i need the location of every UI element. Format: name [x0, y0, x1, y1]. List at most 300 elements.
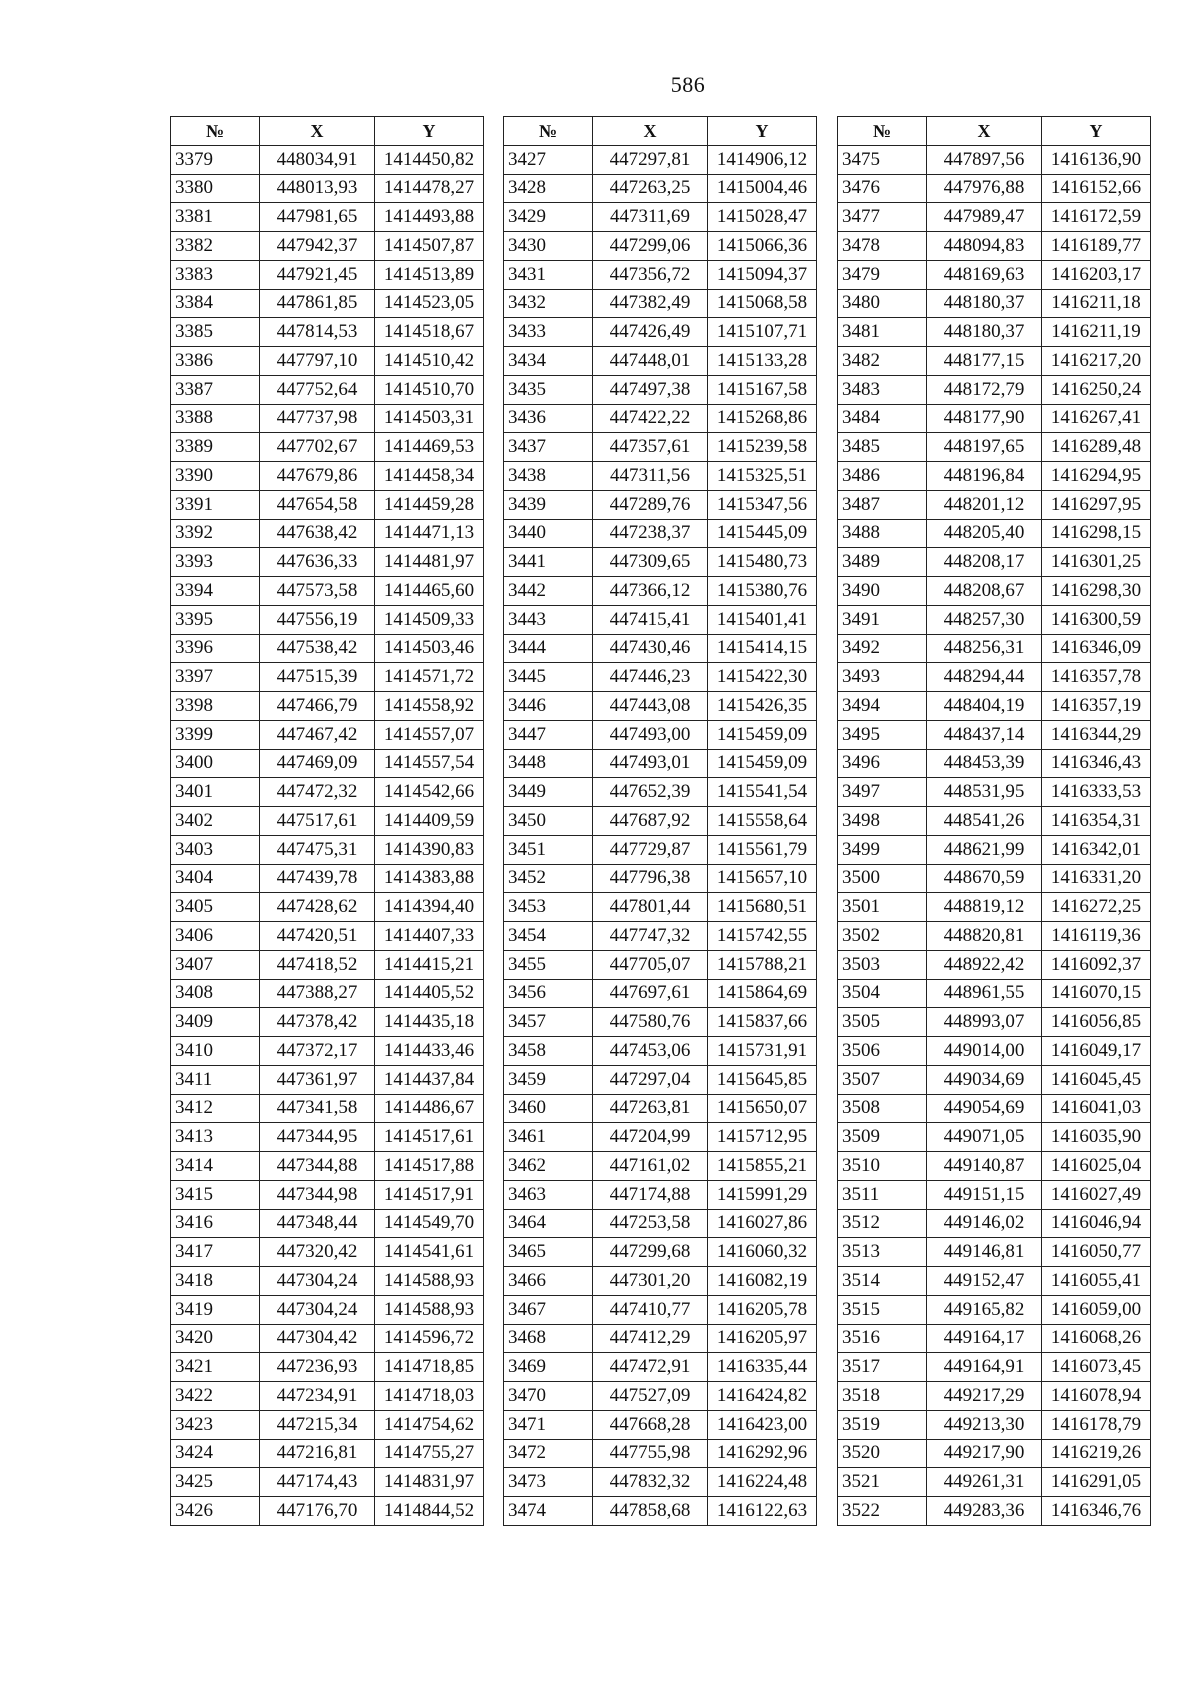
point-number-cell: 3416	[171, 1209, 260, 1238]
table-row	[171, 605, 484, 634]
point-number-cell: 3421	[171, 1353, 260, 1382]
point-number-cell: 3420	[171, 1324, 260, 1353]
y-coordinate-cell: 1416298,15	[1042, 519, 1151, 548]
y-coordinate-cell: 1415459,09	[708, 720, 817, 749]
x-coordinate-cell: 448180,37	[927, 289, 1042, 318]
y-coordinate-cell: 1414435,18	[375, 1008, 484, 1037]
table-row	[171, 577, 484, 606]
x-coordinate-cell: 447687,92	[593, 807, 708, 836]
point-number-cell: 3449	[504, 778, 593, 807]
x-coordinate-cell: 448531,95	[927, 778, 1042, 807]
table-row	[504, 605, 817, 634]
x-coordinate-cell: 447388,27	[260, 979, 375, 1008]
y-coordinate-cell: 1415028,47	[708, 203, 817, 232]
table-row	[504, 1065, 817, 1094]
x-coordinate-cell: 447299,68	[593, 1238, 708, 1267]
y-coordinate-cell: 1414755,27	[375, 1439, 484, 1468]
x-coordinate-cell: 448820,81	[927, 922, 1042, 951]
x-coordinate-cell: 448205,40	[927, 519, 1042, 548]
x-coordinate-cell: 447378,42	[260, 1008, 375, 1037]
point-number-cell: 3442	[504, 577, 593, 606]
x-coordinate-cell: 448294,44	[927, 663, 1042, 692]
y-coordinate-cell: 1416203,17	[1042, 260, 1151, 289]
x-coordinate-cell: 447428,62	[260, 893, 375, 922]
x-coordinate-cell: 447832,32	[593, 1468, 708, 1497]
table-row	[171, 548, 484, 577]
point-number-cell: 3516	[838, 1324, 927, 1353]
y-coordinate-cell: 1416025,04	[1042, 1152, 1151, 1181]
y-coordinate-cell: 1414471,13	[375, 519, 484, 548]
x-coordinate-cell: 447299,06	[593, 232, 708, 261]
table-row	[504, 1037, 817, 1066]
y-coordinate-cell: 1414503,31	[375, 404, 484, 433]
x-coordinate-cell: 447174,88	[593, 1180, 708, 1209]
x-coordinate-cell: 448453,39	[927, 749, 1042, 778]
point-number-cell: 3444	[504, 634, 593, 663]
x-coordinate-cell: 447357,61	[593, 433, 708, 462]
table-row	[504, 720, 817, 749]
point-number-cell: 3407	[171, 950, 260, 979]
x-coordinate-cell: 449217,29	[927, 1382, 1042, 1411]
table-row	[171, 347, 484, 376]
point-number-cell: 3425	[171, 1468, 260, 1497]
point-number-cell: 3508	[838, 1094, 927, 1123]
y-coordinate-cell: 1415864,69	[708, 979, 817, 1008]
point-number-cell: 3394	[171, 577, 260, 606]
y-coordinate-cell: 1414831,97	[375, 1468, 484, 1497]
point-number-cell: 3398	[171, 692, 260, 721]
table-row	[838, 1295, 1151, 1324]
point-number-cell: 3488	[838, 519, 927, 548]
table-row	[171, 145, 484, 174]
table-row	[504, 260, 817, 289]
table-row	[171, 232, 484, 261]
x-coordinate-cell: 447382,49	[593, 289, 708, 318]
x-coordinate-cell: 447475,31	[260, 835, 375, 864]
x-coordinate-cell: 447469,09	[260, 749, 375, 778]
point-number-cell: 3486	[838, 462, 927, 491]
table-row	[838, 548, 1151, 577]
y-coordinate-cell: 1415380,76	[708, 577, 817, 606]
table-row	[171, 893, 484, 922]
point-number-cell: 3519	[838, 1410, 927, 1439]
y-coordinate-cell: 1416354,31	[1042, 807, 1151, 836]
table-row	[838, 260, 1151, 289]
table-row	[838, 433, 1151, 462]
y-coordinate-cell: 1415541,54	[708, 778, 817, 807]
x-coordinate-cell: 447234,91	[260, 1382, 375, 1411]
x-coordinate-cell: 447448,01	[593, 347, 708, 376]
point-number-cell: 3493	[838, 663, 927, 692]
y-coordinate-cell: 1415855,21	[708, 1152, 817, 1181]
table-row	[838, 404, 1151, 433]
point-number-cell: 3440	[504, 519, 593, 548]
table-row	[171, 1439, 484, 1468]
point-number-cell: 3384	[171, 289, 260, 318]
x-coordinate-cell: 447453,06	[593, 1037, 708, 1066]
x-coordinate-cell: 447304,42	[260, 1324, 375, 1353]
table-row	[504, 318, 817, 347]
x-coordinate-cell: 447472,32	[260, 778, 375, 807]
x-coordinate-cell: 447668,28	[593, 1410, 708, 1439]
y-coordinate-cell: 1414558,92	[375, 692, 484, 721]
y-coordinate-cell: 1416357,19	[1042, 692, 1151, 721]
x-coordinate-cell: 448196,84	[927, 462, 1042, 491]
y-coordinate-cell: 1416136,90	[1042, 145, 1151, 174]
table-row	[504, 835, 817, 864]
x-coordinate-cell: 448169,63	[927, 260, 1042, 289]
x-coordinate-cell: 447430,46	[593, 634, 708, 663]
point-number-cell: 3467	[504, 1295, 593, 1324]
y-coordinate-cell: 1414517,88	[375, 1152, 484, 1181]
y-coordinate-cell: 1414405,52	[375, 979, 484, 1008]
table-row	[838, 807, 1151, 836]
point-number-cell: 3388	[171, 404, 260, 433]
point-number-cell: 3462	[504, 1152, 593, 1181]
point-number-cell: 3477	[838, 203, 927, 232]
table-row	[504, 519, 817, 548]
y-coordinate-cell: 1415268,86	[708, 404, 817, 433]
point-number-cell: 3509	[838, 1123, 927, 1152]
table-row	[171, 519, 484, 548]
point-number-cell: 3481	[838, 318, 927, 347]
table-row	[171, 1267, 484, 1296]
table-row	[171, 634, 484, 663]
table-row	[171, 1209, 484, 1238]
table-row	[504, 749, 817, 778]
x-coordinate-cell: 447801,44	[593, 893, 708, 922]
y-coordinate-cell: 1414407,33	[375, 922, 484, 951]
table-row	[838, 720, 1151, 749]
x-coordinate-cell: 447356,72	[593, 260, 708, 289]
point-number-cell: 3433	[504, 318, 593, 347]
y-coordinate-cell: 1415167,58	[708, 375, 817, 404]
y-coordinate-cell: 1416050,77	[1042, 1238, 1151, 1267]
x-coordinate-cell: 449283,36	[927, 1497, 1042, 1526]
point-number-cell: 3490	[838, 577, 927, 606]
header-num: №	[838, 117, 927, 146]
x-coordinate-cell: 447309,65	[593, 548, 708, 577]
table-row	[504, 692, 817, 721]
y-coordinate-cell: 1416027,86	[708, 1209, 817, 1238]
x-coordinate-cell: 447636,33	[260, 548, 375, 577]
y-coordinate-cell: 1416078,94	[1042, 1382, 1151, 1411]
y-coordinate-cell: 1414437,84	[375, 1065, 484, 1094]
y-coordinate-cell: 1414507,87	[375, 232, 484, 261]
table-row	[838, 922, 1151, 951]
table-row	[838, 605, 1151, 634]
point-number-cell: 3379	[171, 145, 260, 174]
y-coordinate-cell: 1416059,00	[1042, 1295, 1151, 1324]
table-row	[838, 577, 1151, 606]
table-row	[504, 807, 817, 836]
y-coordinate-cell: 1416217,20	[1042, 347, 1151, 376]
table-row	[171, 692, 484, 721]
y-coordinate-cell: 1416297,95	[1042, 490, 1151, 519]
x-coordinate-cell: 447493,00	[593, 720, 708, 749]
x-coordinate-cell: 448197,65	[927, 433, 1042, 462]
x-coordinate-cell: 448922,42	[927, 950, 1042, 979]
y-coordinate-cell: 1416082,19	[708, 1267, 817, 1296]
point-number-cell: 3387	[171, 375, 260, 404]
y-coordinate-cell: 1414493,88	[375, 203, 484, 232]
x-coordinate-cell: 447311,56	[593, 462, 708, 491]
x-coordinate-cell: 447344,88	[260, 1152, 375, 1181]
table-row	[504, 778, 817, 807]
point-number-cell: 3441	[504, 548, 593, 577]
y-coordinate-cell: 1414517,61	[375, 1123, 484, 1152]
table-row	[504, 1295, 817, 1324]
x-coordinate-cell: 447236,93	[260, 1353, 375, 1382]
x-coordinate-cell: 447253,58	[593, 1209, 708, 1238]
point-number-cell: 3395	[171, 605, 260, 634]
point-number-cell: 3507	[838, 1065, 927, 1094]
y-coordinate-cell: 1415445,09	[708, 519, 817, 548]
point-number-cell: 3474	[504, 1497, 593, 1526]
x-coordinate-cell: 447320,42	[260, 1238, 375, 1267]
table-row	[504, 1410, 817, 1439]
point-number-cell: 3520	[838, 1439, 927, 1468]
x-coordinate-cell: 447517,61	[260, 807, 375, 836]
y-coordinate-cell: 1415991,29	[708, 1180, 817, 1209]
y-coordinate-cell: 1414465,60	[375, 577, 484, 606]
table-row	[838, 1008, 1151, 1037]
table-row	[504, 634, 817, 663]
x-coordinate-cell: 447304,24	[260, 1267, 375, 1296]
x-coordinate-cell: 448961,55	[927, 979, 1042, 1008]
x-coordinate-cell: 447467,42	[260, 720, 375, 749]
header-num: №	[171, 117, 260, 146]
x-coordinate-cell: 447981,65	[260, 203, 375, 232]
table-row	[838, 232, 1151, 261]
y-coordinate-cell: 1414557,54	[375, 749, 484, 778]
header-y: Y	[708, 117, 817, 146]
table-row	[838, 462, 1151, 491]
y-coordinate-cell: 1416224,48	[708, 1468, 817, 1497]
table-row	[171, 260, 484, 289]
table-row	[838, 347, 1151, 376]
point-number-cell: 3491	[838, 605, 927, 634]
table-row	[171, 807, 484, 836]
point-number-cell: 3418	[171, 1267, 260, 1296]
point-number-cell: 3397	[171, 663, 260, 692]
point-number-cell: 3443	[504, 605, 593, 634]
y-coordinate-cell: 1414481,97	[375, 548, 484, 577]
y-coordinate-cell: 1414503,46	[375, 634, 484, 663]
table-row	[171, 720, 484, 749]
point-number-cell: 3404	[171, 864, 260, 893]
point-number-cell: 3489	[838, 548, 927, 577]
y-coordinate-cell: 1415837,66	[708, 1008, 817, 1037]
table-row	[838, 1382, 1151, 1411]
y-coordinate-cell: 1414517,91	[375, 1180, 484, 1209]
table-row	[838, 1065, 1151, 1094]
point-number-cell: 3451	[504, 835, 593, 864]
y-coordinate-cell: 1414433,46	[375, 1037, 484, 1066]
table-row	[504, 1180, 817, 1209]
y-coordinate-cell: 1415650,07	[708, 1094, 817, 1123]
table-row	[171, 1180, 484, 1209]
y-coordinate-cell: 1416092,37	[1042, 950, 1151, 979]
x-coordinate-cell: 447752,64	[260, 375, 375, 404]
table-row	[171, 1295, 484, 1324]
y-coordinate-cell: 1416122,63	[708, 1497, 817, 1526]
table-row	[171, 404, 484, 433]
y-coordinate-cell: 1416152,66	[1042, 174, 1151, 203]
table-row	[838, 289, 1151, 318]
x-coordinate-cell: 449146,02	[927, 1209, 1042, 1238]
y-coordinate-cell: 1415401,41	[708, 605, 817, 634]
x-coordinate-cell: 447263,81	[593, 1094, 708, 1123]
table-row	[171, 1468, 484, 1497]
y-coordinate-cell: 1415742,55	[708, 922, 817, 951]
point-number-cell: 3393	[171, 548, 260, 577]
table-row	[838, 835, 1151, 864]
y-coordinate-cell: 1414541,61	[375, 1238, 484, 1267]
x-coordinate-cell: 448541,26	[927, 807, 1042, 836]
x-coordinate-cell: 447204,99	[593, 1123, 708, 1152]
point-number-cell: 3436	[504, 404, 593, 433]
point-number-cell: 3426	[171, 1497, 260, 1526]
x-coordinate-cell: 449146,81	[927, 1238, 1042, 1267]
table-row	[504, 1238, 817, 1267]
point-number-cell: 3445	[504, 663, 593, 692]
table-row	[838, 864, 1151, 893]
y-coordinate-cell: 1414458,34	[375, 462, 484, 491]
table-row	[171, 950, 484, 979]
point-number-cell: 3480	[838, 289, 927, 318]
point-number-cell: 3500	[838, 864, 927, 893]
y-coordinate-cell: 1415561,79	[708, 835, 817, 864]
point-number-cell: 3501	[838, 893, 927, 922]
point-number-cell: 3392	[171, 519, 260, 548]
point-number-cell: 3422	[171, 1382, 260, 1411]
table-row	[838, 1267, 1151, 1296]
x-coordinate-cell: 448993,07	[927, 1008, 1042, 1037]
point-number-cell: 3517	[838, 1353, 927, 1382]
x-coordinate-cell: 447921,45	[260, 260, 375, 289]
x-coordinate-cell: 447679,86	[260, 462, 375, 491]
y-coordinate-cell: 1415133,28	[708, 347, 817, 376]
y-coordinate-cell: 1416068,26	[1042, 1324, 1151, 1353]
table-row	[504, 1439, 817, 1468]
table-row	[504, 950, 817, 979]
x-coordinate-cell: 447861,85	[260, 289, 375, 318]
x-coordinate-cell: 448094,83	[927, 232, 1042, 261]
point-number-cell: 3514	[838, 1267, 927, 1296]
x-coordinate-cell: 447989,47	[927, 203, 1042, 232]
table-row	[171, 174, 484, 203]
y-coordinate-cell: 1416346,43	[1042, 749, 1151, 778]
point-number-cell: 3417	[171, 1238, 260, 1267]
x-coordinate-cell: 447515,39	[260, 663, 375, 692]
point-number-cell: 3391	[171, 490, 260, 519]
table-row	[838, 979, 1151, 1008]
point-number-cell: 3513	[838, 1238, 927, 1267]
y-coordinate-cell: 1416342,01	[1042, 835, 1151, 864]
point-number-cell: 3380	[171, 174, 260, 203]
x-coordinate-cell: 447263,25	[593, 174, 708, 203]
x-coordinate-cell: 447289,76	[593, 490, 708, 519]
table-row	[838, 692, 1151, 721]
point-number-cell: 3482	[838, 347, 927, 376]
coordinates-table-2	[503, 116, 817, 1526]
x-coordinate-cell: 447344,95	[260, 1123, 375, 1152]
table-row	[504, 663, 817, 692]
x-coordinate-cell: 447366,12	[593, 577, 708, 606]
table-row	[504, 462, 817, 491]
point-number-cell: 3410	[171, 1037, 260, 1066]
x-coordinate-cell: 449261,31	[927, 1468, 1042, 1497]
y-coordinate-cell: 1415414,15	[708, 634, 817, 663]
x-coordinate-cell: 447176,70	[260, 1497, 375, 1526]
y-coordinate-cell: 1414588,93	[375, 1295, 484, 1324]
x-coordinate-cell: 448404,19	[927, 692, 1042, 721]
table-row	[504, 1497, 817, 1526]
header-y: Y	[375, 117, 484, 146]
x-coordinate-cell: 447426,49	[593, 318, 708, 347]
point-number-cell: 3473	[504, 1468, 593, 1497]
table-body	[171, 145, 484, 1525]
y-coordinate-cell: 1416346,76	[1042, 1497, 1151, 1526]
point-number-cell: 3466	[504, 1267, 593, 1296]
y-coordinate-cell: 1415066,36	[708, 232, 817, 261]
x-coordinate-cell: 447814,53	[260, 318, 375, 347]
point-number-cell: 3419	[171, 1295, 260, 1324]
point-number-cell: 3428	[504, 174, 593, 203]
point-number-cell: 3470	[504, 1382, 593, 1411]
x-coordinate-cell: 447410,77	[593, 1295, 708, 1324]
x-coordinate-cell: 447418,52	[260, 950, 375, 979]
table-row	[171, 1353, 484, 1382]
x-coordinate-cell: 448257,30	[927, 605, 1042, 634]
point-number-cell: 3487	[838, 490, 927, 519]
point-number-cell: 3405	[171, 893, 260, 922]
y-coordinate-cell: 1414844,52	[375, 1497, 484, 1526]
point-number-cell: 3459	[504, 1065, 593, 1094]
point-number-cell: 3460	[504, 1094, 593, 1123]
x-coordinate-cell: 447493,01	[593, 749, 708, 778]
table-row	[171, 864, 484, 893]
x-coordinate-cell: 449151,15	[927, 1180, 1042, 1209]
x-coordinate-cell: 448621,99	[927, 835, 1042, 864]
table-row	[838, 778, 1151, 807]
x-coordinate-cell: 447705,07	[593, 950, 708, 979]
x-coordinate-cell: 447412,29	[593, 1324, 708, 1353]
x-coordinate-cell: 447301,20	[593, 1267, 708, 1296]
y-coordinate-cell: 1415731,91	[708, 1037, 817, 1066]
table-row	[504, 347, 817, 376]
table-row	[171, 1324, 484, 1353]
y-coordinate-cell: 1416055,41	[1042, 1267, 1151, 1296]
table-row	[838, 1324, 1151, 1353]
table-row	[838, 749, 1151, 778]
table-row	[504, 893, 817, 922]
table-row	[838, 1439, 1151, 1468]
y-coordinate-cell: 1416119,36	[1042, 922, 1151, 951]
y-coordinate-cell: 1414754,62	[375, 1410, 484, 1439]
y-coordinate-cell: 1416073,45	[1042, 1353, 1151, 1382]
table-row	[504, 1324, 817, 1353]
table-row	[838, 1238, 1151, 1267]
table-row	[504, 145, 817, 174]
y-coordinate-cell: 1415094,37	[708, 260, 817, 289]
y-coordinate-cell: 1414510,70	[375, 375, 484, 404]
x-coordinate-cell: 447527,09	[593, 1382, 708, 1411]
table-row	[838, 1094, 1151, 1123]
y-coordinate-cell: 1414596,72	[375, 1324, 484, 1353]
table-row	[171, 1008, 484, 1037]
